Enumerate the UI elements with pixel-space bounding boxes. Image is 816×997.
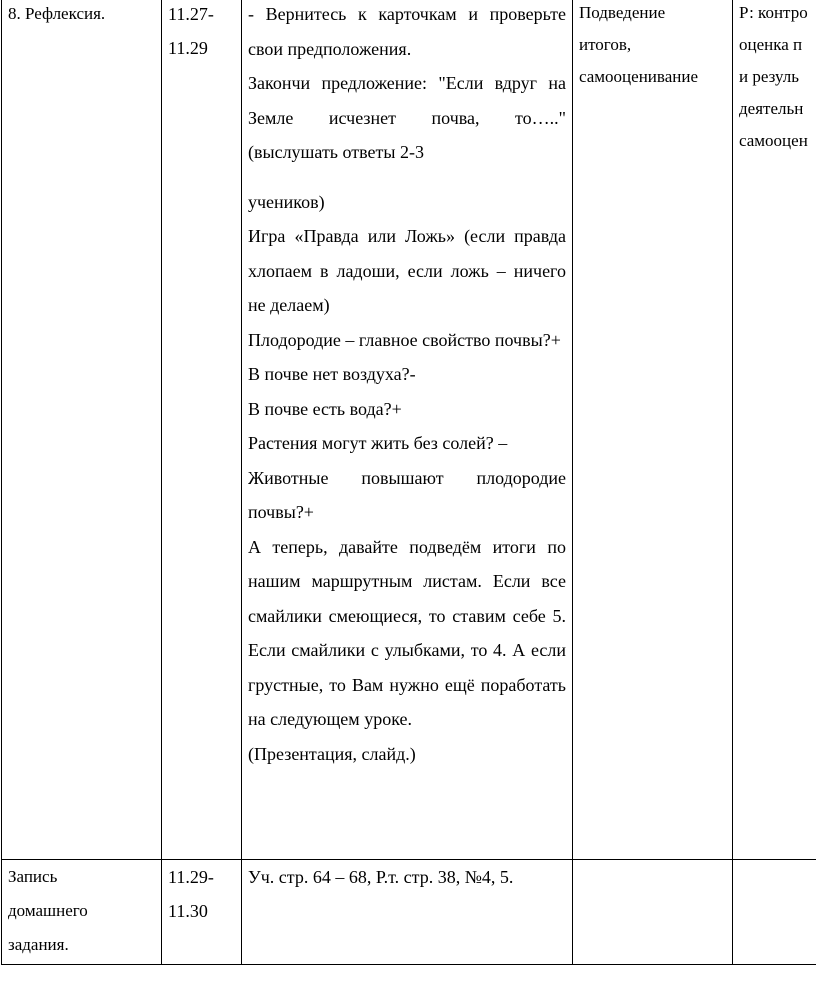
- activity-line: А теперь, давайте подведём итоги по нашим маршрутным листам. Если все смайлики смеющиеся, то ставим себе 5. Если смайлики с улыбками, то 4. А если грустные, то Вам нужно ещё поработать на следующем уроке.: [248, 536, 566, 729]
- uud-line: оценка п: [739, 35, 803, 54]
- activity-line: Уч. стр. 64 – 68, Р.т. стр. 38, №4, 5.: [248, 867, 514, 887]
- uud-line: Р: контро: [739, 3, 808, 22]
- stage-cell: [2, 0, 162, 860]
- activity-line: В почве есть вода?+: [248, 398, 402, 419]
- uud-cell: [733, 860, 816, 965]
- stage-text: Запись домашнего задания.: [8, 867, 88, 954]
- activity-line: (Презентация, слайд.): [248, 743, 416, 764]
- activity-line: Игра «Правда или Ложь» (если правда хлопаем в ладоши, если ложь – ничего не делаем): [248, 226, 566, 315]
- form-line: итогов,: [579, 35, 632, 54]
- stage-text: 8. Рефлексия.: [8, 4, 106, 23]
- time-start: 11.27-: [168, 4, 214, 24]
- form-cell: [573, 860, 733, 965]
- activity-line: В почве нет воздуха?-: [248, 364, 416, 384]
- time-end: 11.29: [168, 38, 208, 58]
- form-cell: [573, 0, 733, 860]
- uud-cell: [733, 0, 816, 860]
- uud-line: самооцен: [739, 131, 808, 150]
- activity-cell: [242, 0, 573, 860]
- time-cell: [162, 0, 242, 860]
- time-start: 11.29-: [168, 867, 214, 887]
- uud-line: и резуль: [739, 67, 799, 86]
- form-line: самооценивание: [579, 67, 698, 86]
- form-line: Подведение: [579, 3, 666, 22]
- stage-cell: [2, 860, 162, 965]
- table-row: [2, 860, 816, 965]
- uud-line: деятельн: [739, 99, 804, 118]
- activity-line: Животные повышают плодородие почвы?+: [248, 467, 566, 522]
- activity-line: - Вернитесь к карточкам и проверьте свои предположения.: [248, 4, 566, 59]
- activity-line: Растения могут жить без солей? –: [248, 433, 508, 453]
- time-end: 11.30: [168, 901, 208, 921]
- activity-line: Закончи предложение: "Если вдруг на Земле исчезнет почва, то….." (выслушать ответы 2-3: [248, 73, 566, 162]
- activity-line: учеников): [248, 191, 325, 212]
- activity-cell: [242, 860, 573, 965]
- table-row: [2, 0, 816, 860]
- time-cell: [162, 860, 242, 965]
- lesson-plan-table: [1, 0, 816, 965]
- activity-line: Плодородие – главное свойство почвы?+: [248, 329, 561, 350]
